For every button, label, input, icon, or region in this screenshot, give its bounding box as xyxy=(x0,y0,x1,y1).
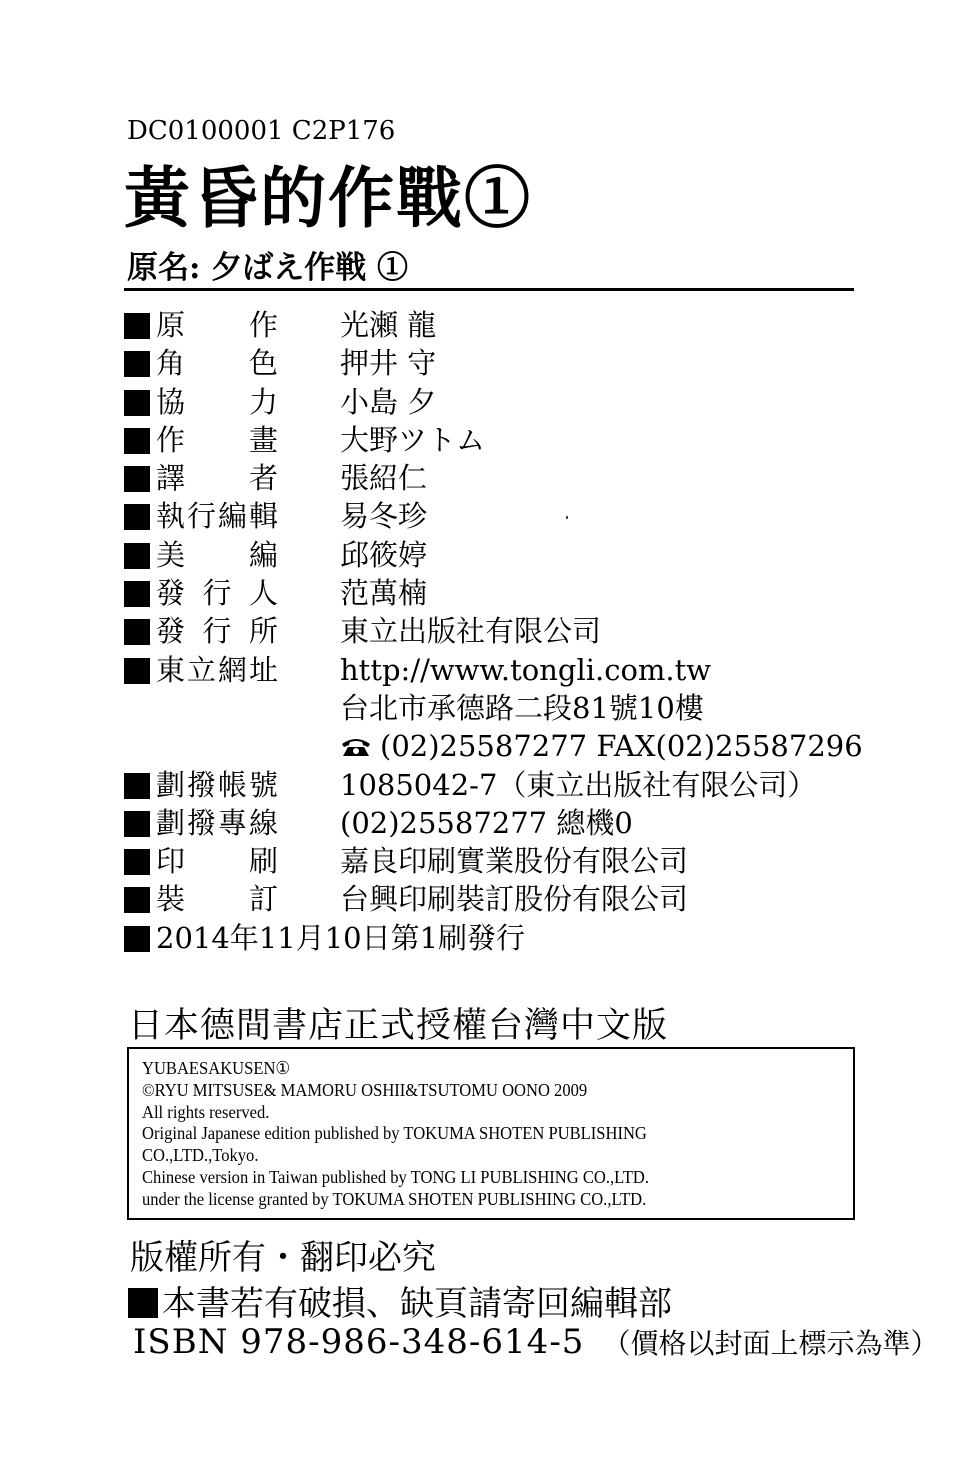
credit-value: 嘉良印刷實業股份有限公司 xyxy=(340,844,689,879)
rights-notice: 版權所有・翻印必究 xyxy=(130,1238,436,1278)
credit-label xyxy=(156,651,278,689)
license-box xyxy=(127,1047,855,1220)
isbn-row xyxy=(133,1322,938,1362)
label-char: 發 xyxy=(156,614,186,649)
license-line: Original Japanese edition published by TOKUMA SHOTEN PUBLISHING xyxy=(142,1123,647,1144)
credit-label xyxy=(156,880,278,918)
license-line: CO.,LTD.,Tokyo. xyxy=(142,1145,259,1166)
credit-value: 小島 夕 xyxy=(340,384,437,419)
label-char: 發 xyxy=(156,576,186,611)
label-char: 線 xyxy=(248,805,278,840)
bullet-square-icon xyxy=(124,428,150,454)
bullet-square-icon xyxy=(124,390,150,416)
credit-value: (02)25587277 總機0 xyxy=(340,805,633,840)
label-char: 輯 xyxy=(248,499,278,534)
label-char: 裝 xyxy=(156,882,186,917)
bullet-square-icon xyxy=(124,811,150,837)
label-char: 東 xyxy=(156,652,186,687)
label-char: 作 xyxy=(248,308,278,342)
label-char: 帳 xyxy=(217,767,247,802)
bullet-square-icon xyxy=(128,1288,158,1318)
credit-label xyxy=(156,536,278,574)
label-char: 原 xyxy=(156,308,186,342)
label-char: 美 xyxy=(156,537,186,572)
label-char: 行 xyxy=(186,499,216,534)
address: 台北市承德路二段81號10樓 xyxy=(340,690,704,725)
credit-value: 大野ツトム xyxy=(340,422,486,457)
license-line: ©RYU MITSUSE& MAMORU OSHII&TSUTOMU OONO 2009 xyxy=(142,1079,588,1100)
bullet-square-icon xyxy=(124,773,150,799)
bullet-square-icon xyxy=(124,351,150,377)
phone-fax-text: (02)25587277 FAX(02)25587296 xyxy=(380,729,863,764)
credit-value: 范萬楠 xyxy=(340,576,428,611)
label-char: 劃 xyxy=(156,767,186,802)
credit-label xyxy=(156,306,278,344)
bullet-square-icon xyxy=(124,543,150,569)
bullet-square-icon xyxy=(124,887,150,913)
credit-value: 東立出版社有限公司 xyxy=(340,614,602,649)
license-line: YUBAESAKUSEN① xyxy=(142,1058,291,1078)
bullet-square-icon xyxy=(124,466,150,492)
catalog-code: DC0100001 C2P176 xyxy=(127,116,396,146)
license-line: under the license granted by TOKUMA SHOTEN PUBLISHING CO.,LTD. xyxy=(142,1188,647,1209)
credit-label xyxy=(156,383,278,421)
label-char: 協 xyxy=(156,384,186,419)
credit-value: 邱筱婷 xyxy=(340,537,428,572)
label-char: 者 xyxy=(248,461,278,496)
scan-speck xyxy=(566,516,568,519)
bullet-square-icon xyxy=(124,313,150,339)
isbn: ISBN 978-986-348-614-5 xyxy=(133,1322,585,1362)
label-char: 力 xyxy=(248,384,278,419)
label-char: 立 xyxy=(186,652,216,687)
label-char: 編 xyxy=(217,499,247,534)
damage-notice-row xyxy=(128,1276,672,1325)
label-char: 專 xyxy=(217,805,247,840)
bullet-square-icon xyxy=(124,581,150,607)
website-link[interactable]: http://www.tongli.com.tw xyxy=(340,652,712,687)
label-char: 色 xyxy=(248,346,278,381)
bullet-square-icon xyxy=(124,619,150,645)
credit-value: 張紹仁 xyxy=(340,461,428,496)
price-note: （價格以封面上標示為準） xyxy=(602,1327,939,1360)
bullet-square-icon xyxy=(124,849,150,875)
credit-label xyxy=(156,574,278,612)
label-char: 撥 xyxy=(186,805,216,840)
label-char: 行 xyxy=(202,614,232,649)
label-char: 編 xyxy=(248,537,278,572)
label-char: 撥 xyxy=(186,767,216,802)
label-char: 訂 xyxy=(248,882,278,917)
phone-fax xyxy=(340,727,863,765)
label-char: 刷 xyxy=(248,844,278,879)
credit-value: 1085042-7（東立出版社有限公司） xyxy=(340,767,817,802)
label-char: 網 xyxy=(217,652,247,687)
damage-notice: 本書若有破損、缺頁請寄回編輯部 xyxy=(162,1284,672,1324)
credit-label xyxy=(156,497,278,535)
telephone-icon xyxy=(340,736,372,758)
original-title: 原名: 夕ばえ作戦 ① xyxy=(127,250,409,286)
print-date: 2014年11月10日第1刷發行 xyxy=(156,920,526,955)
label-char: 行 xyxy=(202,576,232,611)
credit-label xyxy=(156,804,278,842)
label-char: 畫 xyxy=(248,422,278,457)
bullet-square-icon xyxy=(124,926,150,952)
credit-value: 台興印刷裝訂股份有限公司 xyxy=(340,882,689,917)
title-divider xyxy=(124,288,854,291)
credit-label xyxy=(156,344,278,382)
bullet-square-icon xyxy=(124,504,150,530)
label-char: 角 xyxy=(156,346,186,381)
license-line: Chinese version in Taiwan published by TONG LI PUBLISHING CO.,LTD. xyxy=(142,1166,649,1187)
credit-value: 押井 守 xyxy=(340,346,437,381)
credit-label xyxy=(156,421,278,459)
label-char: 所 xyxy=(248,614,278,649)
license-line: All rights reserved. xyxy=(142,1101,270,1122)
book-title: 黃昏的作戰① xyxy=(124,159,532,237)
label-char: 執 xyxy=(156,499,186,534)
label-char: 譯 xyxy=(156,461,186,496)
credit-label xyxy=(156,766,278,804)
credit-label xyxy=(156,842,278,880)
label-char: 作 xyxy=(156,422,186,457)
label-char: 印 xyxy=(156,844,186,879)
credit-value: 光瀬 龍 xyxy=(340,308,437,342)
credit-label xyxy=(156,459,278,497)
label-char: 劃 xyxy=(156,805,186,840)
label-char: 號 xyxy=(248,767,278,802)
bullet-square-icon xyxy=(124,658,150,684)
credit-value: 易冬珍 xyxy=(340,499,428,534)
label-char: 址 xyxy=(248,652,278,687)
credit-label xyxy=(156,612,278,650)
authorization-notice: 日本德間書店正式授權台灣中文版 xyxy=(128,1006,669,1046)
label-char: 人 xyxy=(248,576,278,611)
